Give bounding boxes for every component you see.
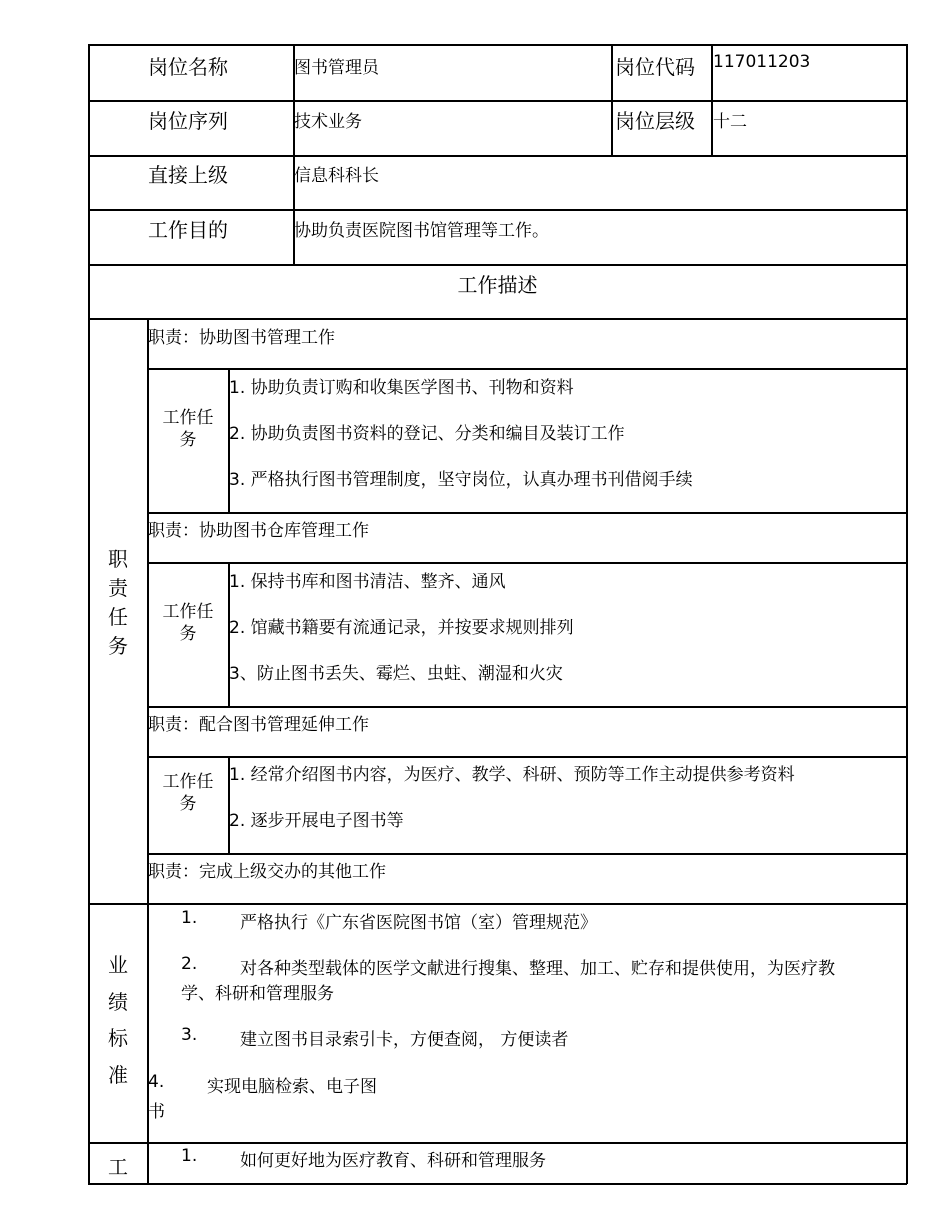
task-item: 3、防止图书丢失、霉烂、虫蛀、潮湿和火灾 [229,664,563,684]
task-label: 工作任 务 [162,772,214,814]
challenges-section-label: 工 [108,1155,128,1179]
task-item: 2. 馆藏书籍要有流通记录，并按要求规则排列 [229,618,574,638]
work-description-title: 工作描述 [457,273,538,297]
task-item: 1. 经常介绍图书内容，为医疗、教学、科研、预防等工作主动提供参考资料 [229,765,795,785]
position-name-value: 图书管理员 [294,58,379,78]
position-name-label: 岗位名称 [148,55,228,79]
work-purpose-value: 协助负责医院图书馆管理等工作。 [294,221,549,241]
position-level-label: 岗位层级 [615,109,695,133]
performance-num: 1. [181,908,198,928]
performance-item: 严格执行《广东省医院图书馆（室）管理规范》 [240,913,597,933]
task-item: 2. 协助负责图书资料的登记、分类和编目及装订工作 [229,424,625,444]
performance-item: 建立图书目录索引卡，方便查阅， 方便读者 [240,1030,569,1050]
performance-num: 3. [181,1025,198,1045]
performance-item-continued: 书 [148,1102,165,1122]
performance-item: 实现电脑检索、电子图 [207,1077,377,1097]
duty-title: 职责：协助图书管理工作 [148,328,335,348]
performance-num: 4. [148,1072,165,1092]
duty-title: 职责：协助图书仓库管理工作 [148,521,369,541]
performance-section-label: 业 绩 标 准 [108,953,128,1087]
duties-section-label: 职 责 任 务 [108,547,128,658]
performance-item-continued: 学、科研和管理服务 [181,984,334,1004]
position-sequence-value: 技术业务 [294,112,362,132]
direct-superior-value: 信息科科长 [294,166,379,186]
performance-num: 2. [181,954,198,974]
duty-title: 职责：完成上级交办的其他工作 [148,862,386,882]
duty-title: 职责：配合图书管理延伸工作 [148,715,369,735]
task-label: 工作任 务 [162,602,214,644]
task-item: 2. 逐步开展电子图书等 [229,811,404,831]
direct-superior-label: 直接上级 [148,163,228,187]
position-code-value: 117011203 [713,52,811,72]
position-code-label: 岗位代码 [615,55,695,79]
task-item: 3. 严格执行图书管理制度，坚守岗位，认真办理书刊借阅手续 [229,470,693,490]
performance-item: 对各种类型载体的医学文献进行搜集、整理、加工、贮存和提供使用，为医疗教 [240,959,835,979]
challenge-item: 如何更好地为医疗教育、科研和管理服务 [240,1151,546,1171]
position-sequence-label: 岗位序列 [148,109,228,133]
work-purpose-label: 工作目的 [148,218,228,242]
challenge-num: 1. [181,1146,198,1166]
task-item: 1. 保持书库和图书清洁、整齐、通风 [229,572,506,592]
task-label: 工作任 务 [162,408,214,450]
task-item: 1. 协助负责订购和收集医学图书、刊物和资料 [229,378,574,398]
position-level-value: 十二 [713,112,747,132]
